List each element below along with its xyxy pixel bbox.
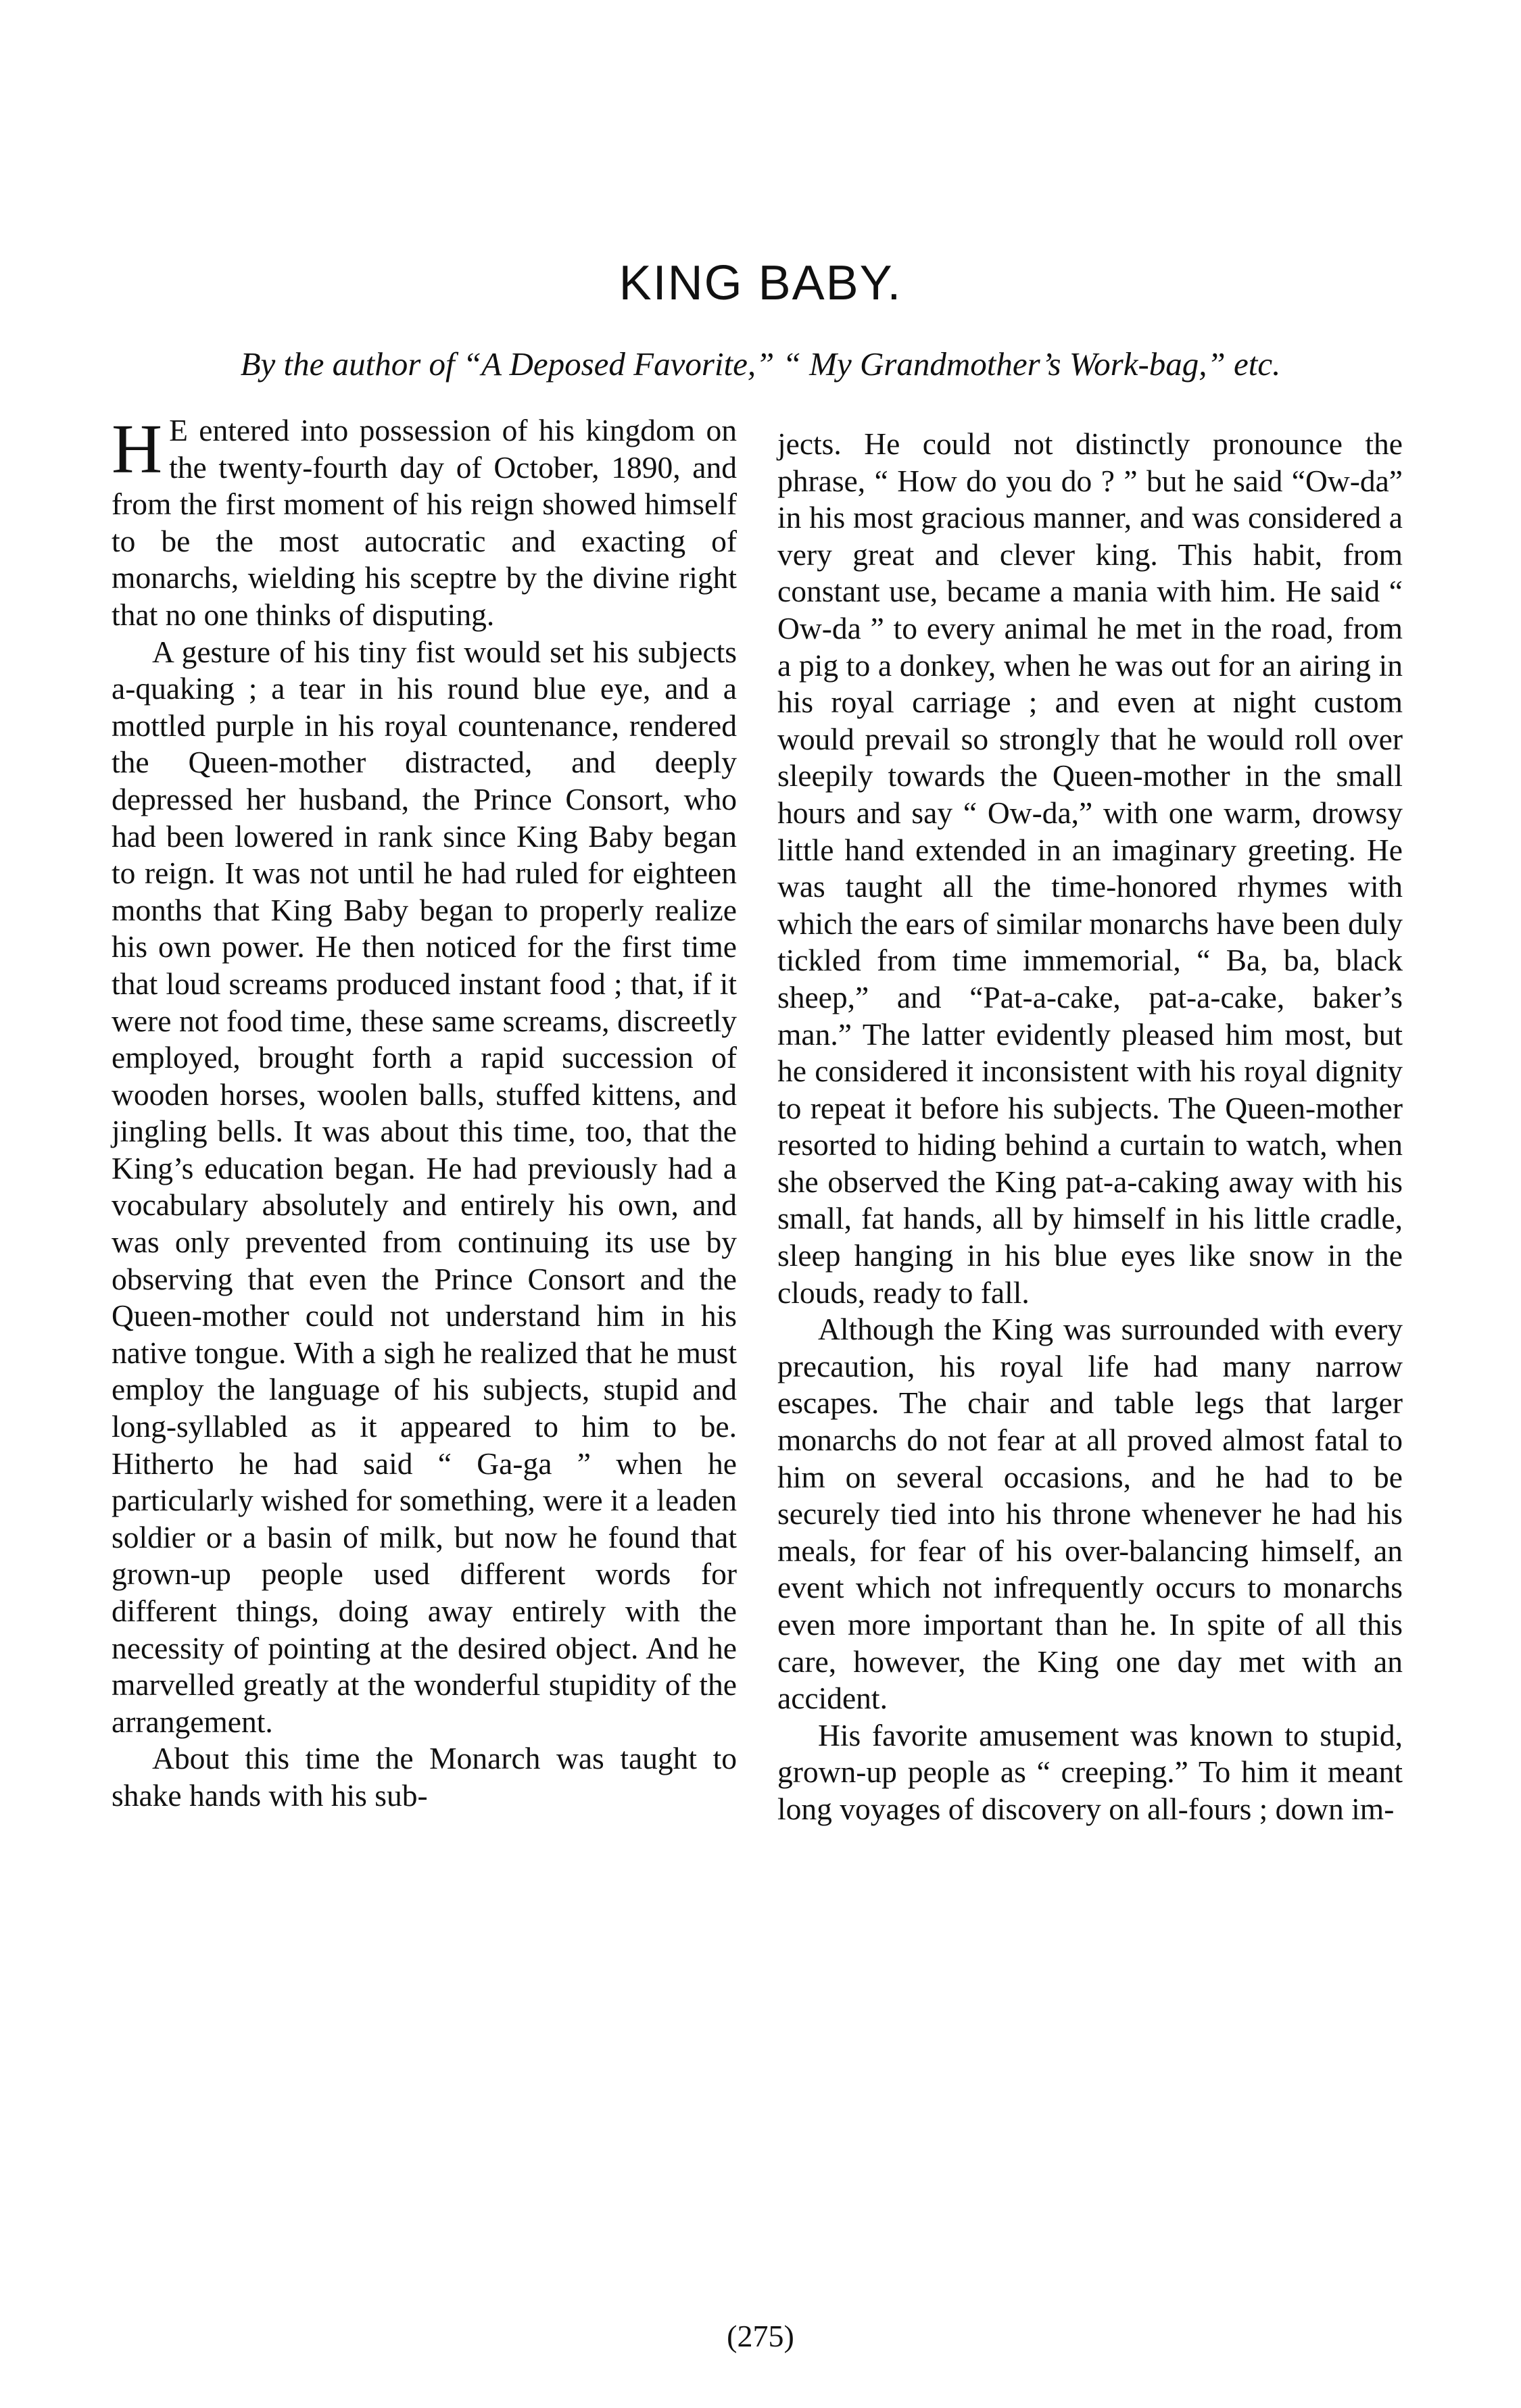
article-title: KING BABY. <box>619 256 902 310</box>
left-column <box>112 412 737 1815</box>
drop-cap: H <box>112 410 163 488</box>
paragraph-1-text: entered into possession of his kingdom on the twenty-fourth day of October, 1890, and from the first moment of his reign showed himself to be the most autocratic and exacting of monarchs, wielding his sceptre by the divine right that no one thinks of disputing. <box>112 413 738 632</box>
right-column <box>777 426 1403 1828</box>
paragraph-3: About this time the Monarch was taught to shake hands with his sub- <box>112 1741 737 1813</box>
article-byline: By the author of “A Deposed Favorite,” “ My Grandmother’s Work-bag,” etc. <box>240 345 1281 383</box>
paragraph-2: A gesture of his tiny fist would set his subjects a-quaking ; a tear in his round blue eye, and a mottled purple in his royal countenance, rendered the Queen-mother distracted, and deeply depressed her husband, the Prince Consort, who had been lowered in rank since King Baby began to reign. It was not until he had ruled for eighteen months that King Baby began to properly realize his own power. He then noticed for the first time that loud screams produced instant food ; that, if it were not food time, these same screams, discreetly employed, brought forth a rapid succession of wooden horses, woolen balls, stuffed kittens, and jingling bells. It was about this time, too, that the King’s education began. He had previously had a vocabulary absolutely and entirely his own, and was only prevented from continuing its use by observing that even the Prince Consort and the Queen-mother could not understand him in his native tongue. With a sigh he realized that he must employ the language of his subjects, stupid and long-syllabled as it appeared to him to be. Hitherto he had said “ Ga-ga ” when he particularly wished for something, were it a leaden soldier or a basin of milk, but now he found that grown-up people used different words for different things, doing away entirely with the necessity of pointing at the desired object. And he marvelled greatly at the wonderful stupidity of the arrangement. <box>112 634 737 1739</box>
paragraph-4: Although the King was surrounded with every precaution, his royal life had many narrow escapes. The chair and table legs that larger monarchs do not fear at all proved almost fatal to him on several occasions, and he had to be securely tied into his throne whenever he had his meals, for fear of his over-balancing himself, an event which not infrequently occurs to monarchs even more important than he. In spite of all this care, however, the King one day met with an accident. <box>777 1312 1403 1716</box>
first-word-rest: E <box>169 413 188 447</box>
paragraph-3-continued: jects. He could not distinctly pronounce the phrase, “ How do you do ? ” but he said “Ow-da” in his most gracious manner, and was considered a very great and clever king. This habit, from constant use, became a mania with him. He said “ Ow-da ” to every animal he met in the road, from a pig to a donkey, when he was out for an airing in his royal carriage ; and even at night custom would prevail so strongly that he would roll over sleepily towards the Queen-mother in the small hours and say “ Ow-da,” with one warm, drowsy little hand extended in an imaginary greeting. He was taught all the time-honored rhymes with which the ears of similar monarchs have been duly tickled from time immemorial, “ Ba, ba, black sheep,” and “Pat-a-cake, pat-a-cake, baker’s man.” The latter evidently pleased him most, but he considered it inconsistent with his royal dignity to repeat it before his subjects. The Queen-mother resorted to hiding behind a curtain to watch, when she observed the King pat-a-caking away with his small, fat hands, all by himself in his little cradle, sleep hanging in his blue eyes like snow in the clouds, ready to fall. <box>777 426 1403 1310</box>
page-number: (275) <box>727 2319 794 2353</box>
paragraph-1 <box>112 412 737 634</box>
paragraph-5: His favorite amusement was known to stupid, grown-up people as “ creeping.” To him it meant long voyages of discovery on all-fours ; down im- <box>777 1717 1403 1826</box>
